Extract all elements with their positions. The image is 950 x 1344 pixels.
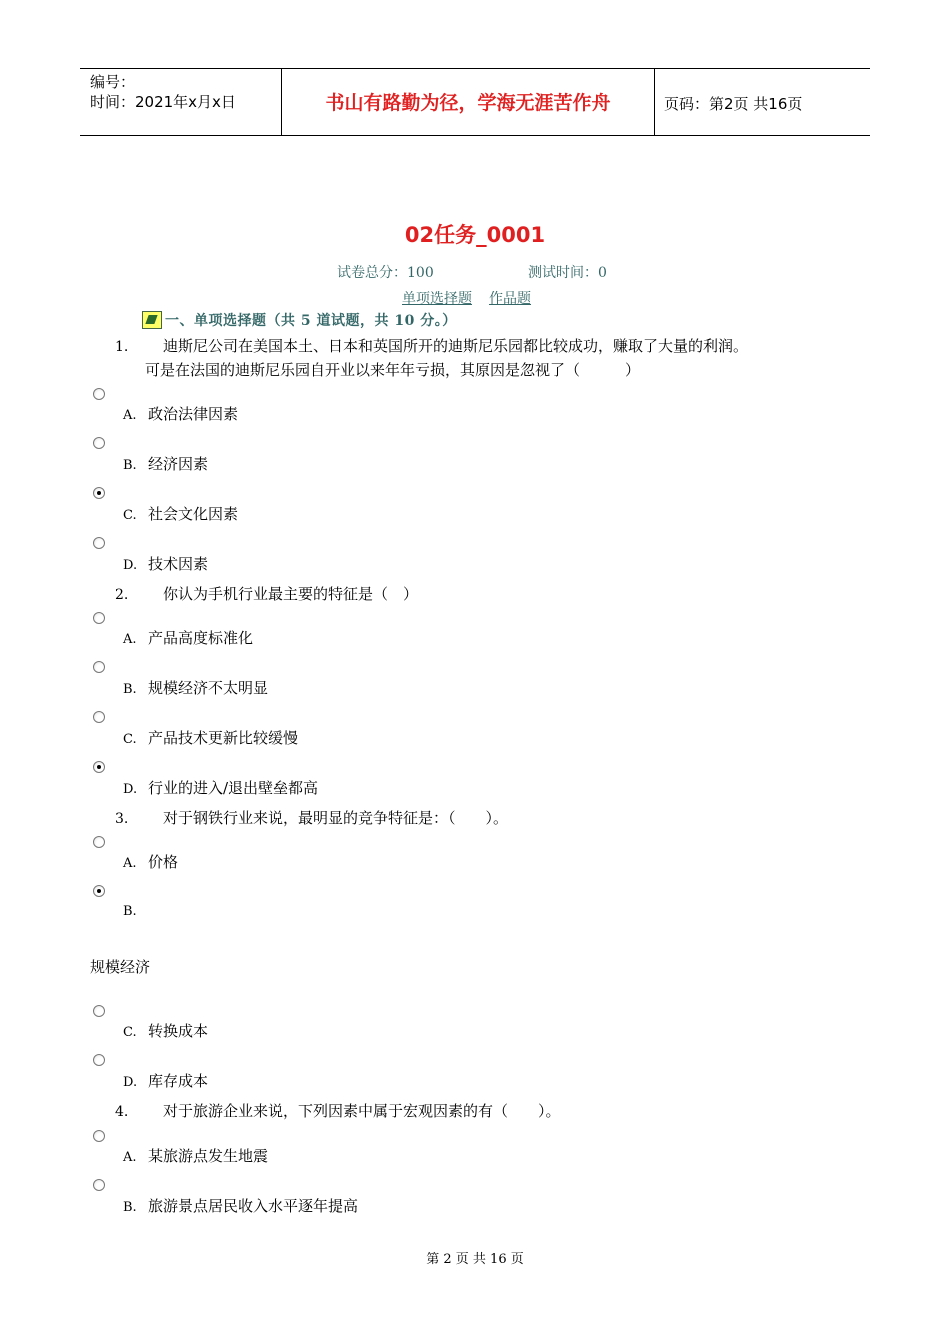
- q2-option-b-text: 规模经济不太明显: [148, 679, 269, 697]
- q2-option-b: [123, 677, 268, 698]
- q3-option-c-text: 转换成本: [148, 1022, 209, 1040]
- q2-option-d: [123, 777, 318, 798]
- q4-radio-b[interactable]: [93, 1179, 105, 1191]
- question-4-text: 对于旅游企业来说，下列因素中属于宏观因素的有（ ）。: [163, 1102, 561, 1120]
- section-pointer-icon: [142, 311, 162, 329]
- q3-option-a-text: 价格: [148, 853, 179, 871]
- question-1-text-line1: 迪斯尼公司在美国本土、日本和英国所开的迪斯尼乐园都比较成功，赚取了大量的利润。: [163, 337, 749, 355]
- q2-option-c-letter: C.: [123, 732, 137, 747]
- q4-option-a-text: 某旅游点发生地震: [148, 1147, 269, 1165]
- q4-option-a-letter: A.: [123, 1150, 137, 1165]
- q3-radio-d[interactable]: [93, 1054, 105, 1066]
- q3-option-c: [123, 1020, 208, 1041]
- q1-option-b: [123, 453, 208, 474]
- q1-radio-b[interactable]: [93, 437, 105, 449]
- q1-option-b-letter: B.: [123, 458, 137, 473]
- q3-option-b: [123, 901, 148, 919]
- q2-radio-b[interactable]: [93, 661, 105, 673]
- q3-option-d-text: 库存成本: [148, 1072, 209, 1090]
- date-label: 时间：2021年x月x日: [90, 93, 236, 111]
- question-4-number: 4.: [115, 1104, 129, 1120]
- q1-option-c: [123, 503, 238, 524]
- q3-radio-c[interactable]: [93, 1005, 105, 1017]
- q2-option-b-letter: B.: [123, 682, 137, 697]
- link-work-question[interactable]: 作品题: [489, 291, 531, 307]
- q2-radio-a[interactable]: [93, 612, 105, 624]
- code-label: 编号：: [90, 73, 136, 91]
- page-footer: 第 2 页 共 16 页: [426, 1252, 524, 1267]
- q1-option-d: [123, 553, 208, 574]
- q2-radio-d[interactable]: [93, 761, 105, 773]
- link-single-choice[interactable]: 单项选择题: [402, 291, 472, 307]
- q4-option-b-letter: B.: [123, 1200, 137, 1215]
- q3-option-d-letter: D.: [123, 1075, 138, 1090]
- question-3-text: 对于钢铁行业来说，最明显的竞争特征是：（ ）。: [163, 809, 509, 827]
- q2-option-d-text: 行业的进入/退出壁垒都高: [148, 779, 319, 797]
- q1-option-b-text: 经济因素: [148, 455, 209, 473]
- total-score: 试卷总分：100: [337, 265, 434, 281]
- q3-option-b-letter: B.: [123, 904, 137, 919]
- question-3-number: 3.: [115, 811, 129, 827]
- header-page-info: 页码：第2页 共16页: [664, 95, 803, 113]
- q2-option-d-letter: D.: [123, 782, 138, 797]
- q2-option-a-letter: A.: [123, 632, 137, 647]
- q1-option-c-text: 社会文化因素: [148, 505, 239, 523]
- header-bottom-border: [80, 135, 870, 136]
- q2-radio-c[interactable]: [93, 711, 105, 723]
- question-1-text-line2: 可是在法国的迪斯尼乐园自开业以来年年亏损，其原因是忽视了（ ）: [145, 361, 641, 379]
- q4-option-b-text: 旅游景点居民收入水平逐年提高: [148, 1197, 359, 1215]
- page-title: 02任务_0001: [404, 223, 546, 247]
- q4-radio-a[interactable]: [93, 1130, 105, 1142]
- q1-option-a-letter: A.: [123, 408, 137, 423]
- header-divider-2: [654, 68, 655, 136]
- test-time: 测试时间：0: [528, 265, 607, 281]
- question-2-number: 2.: [115, 587, 129, 603]
- q3-option-c-letter: C.: [123, 1025, 137, 1040]
- q1-option-d-letter: D.: [123, 558, 138, 573]
- q2-option-a: [123, 627, 253, 648]
- q3-option-a-letter: A.: [123, 856, 137, 871]
- question-1-number: 1.: [115, 339, 129, 355]
- q1-option-a: [123, 403, 238, 424]
- q3-radio-b[interactable]: [93, 885, 105, 897]
- q3-option-d: [123, 1070, 208, 1091]
- q4-option-b: [123, 1195, 358, 1216]
- section-title: 一、单项选择题（共 5 道试题，共 10 分。）: [165, 313, 457, 329]
- section-header: [142, 310, 457, 330]
- q4-option-a: [123, 1145, 268, 1166]
- header-motto: 书山有路勤为径，学海无涯苦作舟: [325, 92, 611, 114]
- q2-option-c-text: 产品技术更新比较缓慢: [148, 729, 299, 747]
- q1-radio-a[interactable]: [93, 388, 105, 400]
- q1-option-a-text: 政治法律因素: [148, 405, 239, 423]
- q3-option-b-wrapped-text: 规模经济: [90, 958, 151, 976]
- q1-radio-c[interactable]: [93, 487, 105, 499]
- q2-option-c: [123, 727, 298, 748]
- q3-radio-a[interactable]: [93, 836, 105, 848]
- q1-option-d-text: 技术因素: [148, 555, 209, 573]
- question-2-text: 你认为手机行业最主要的特征是（ ）: [163, 585, 419, 603]
- header-top-border: [80, 68, 870, 69]
- q2-option-a-text: 产品高度标准化: [148, 629, 254, 647]
- q3-option-a: [123, 851, 178, 872]
- q1-option-c-letter: C.: [123, 508, 137, 523]
- q1-radio-d[interactable]: [93, 537, 105, 549]
